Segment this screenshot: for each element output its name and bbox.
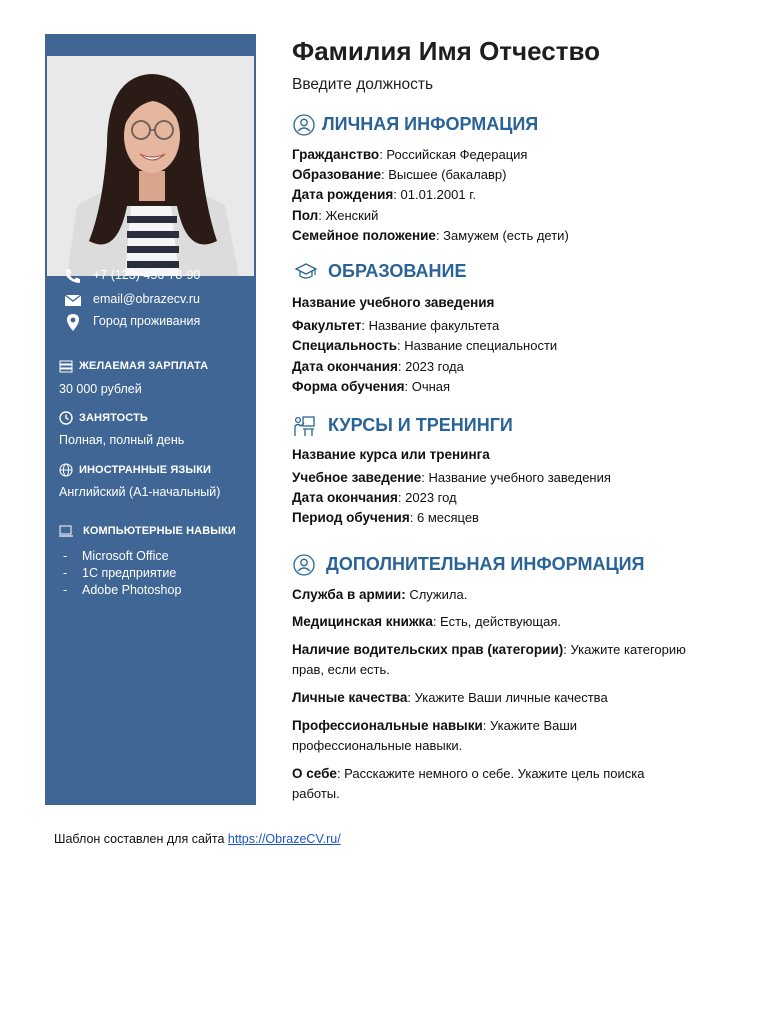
sidebar [45,34,256,805]
phone-number: +7 (123) 456-78-90 [93,268,201,282]
salary-value: 30 000 рублей [59,382,142,396]
email-address: email@obrazecv.ru [93,292,200,306]
skill-item: - 1С предприятие [63,566,177,580]
job-title: Введите должность [292,76,434,93]
money-icon [58,358,74,374]
course-row: Период обучения: 6 месяцев [292,510,479,525]
profile-photo [47,56,254,276]
phone-icon [63,266,83,286]
education-institution: Название учебного заведения [292,295,495,310]
education-row: Факультет: Название факультета [292,318,500,333]
additional-row: О себе: Расскажите немного о себе. Укажите цель поиска работы. [292,766,645,801]
employment-value: Полная, полный день [59,433,185,447]
skill-item: - Microsoft Office [63,549,169,563]
user-icon [292,113,316,137]
graduation-cap-icon [292,260,320,284]
course-name: Название курса или тренинга [292,447,490,462]
contact-phone [45,266,256,286]
full-name: Фамилия Имя Отчество [292,36,600,66]
city: Город проживания [93,314,201,328]
education-row: Форма обучения: Очная [292,379,451,394]
location-pin-icon [63,312,83,332]
additional-row: Личные качества: Укажите Ваши личные качества [292,690,608,705]
mail-icon [63,290,83,310]
personal-row: Пол: Женский [292,208,379,223]
languages-value: Английский (А1-начальный) [59,485,221,499]
course-row: Дата окончания: 2023 год [292,490,457,505]
education-row: Специальность: Название специальности [292,338,558,353]
education-row: Дата окончания: 2023 года [292,359,464,374]
personal-row: Образование: Высшее (бакалавр) [292,167,507,182]
personal-row: Гражданство: Российская Федерация [292,147,528,162]
additional-row: Профессиональные навыки: Укажите Ваши профессиональные навыки. [292,718,578,753]
clock-icon [58,410,74,426]
personal-row: Дата рождения: 01.01.2001 г. [292,187,476,202]
site-link[interactable]: https://ObrazeCV.ru/ [227,832,341,846]
user-icon [292,553,316,577]
personal-row: Семейное положение: Замужем (есть дети) [292,228,569,243]
course-row: Учебное заведение: Название учебного заведения [292,470,611,485]
presentation-icon [292,414,316,438]
additional-row: Медицинская книжка: Есть, действующая. [292,614,562,629]
additional-row: Служба в армии: Служила. [292,587,468,602]
footer-note: Шаблон составлен для сайта https://ObrazeCV.ru/ [54,832,341,846]
contact-city [45,312,256,332]
additional-row: Наличие водительских прав (категории): Укажите категорию прав, если есть. [292,642,686,677]
skill-item: - Adobe Photoshop [63,583,182,597]
computer-icon [58,523,74,539]
globe-icon [58,462,74,478]
contact-email [45,290,256,310]
